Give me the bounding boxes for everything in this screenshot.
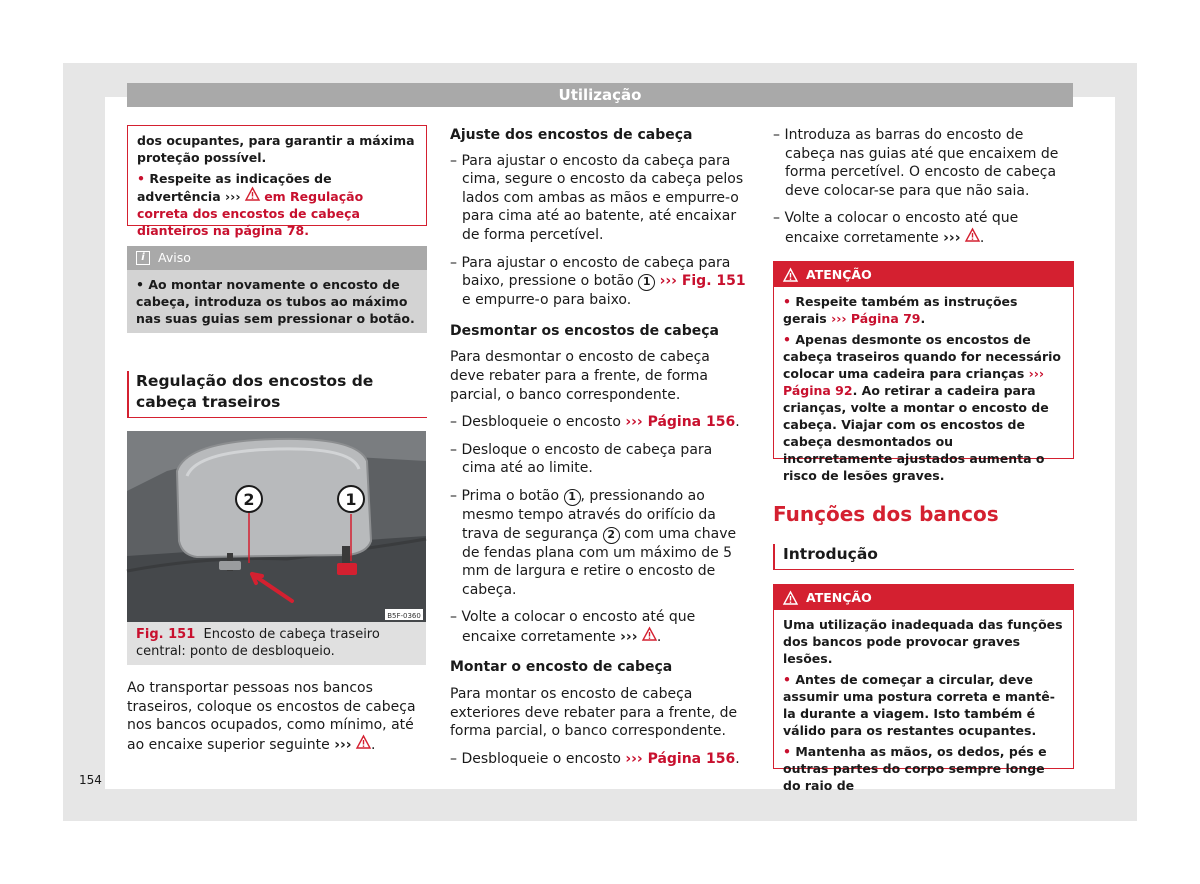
warning-triangle-icon [783,268,798,282]
item-desbloqueie: – Desbloqueie o encosto ››› Página 156. [450,414,740,431]
page-ref-link[interactable]: ››› Página 156 [625,750,736,767]
item-ajuste-cima: – Para ajustar o encosto da cabeça para cima, segure o encosto da cabeça pelos lados com ambas as mãos e empurre-o para cima até ao batente, até encaixar de forma percetível. [450,152,744,243]
heading-ajuste: Ajuste dos encostos de cabeça [450,127,693,143]
warning-bullet: • Apenas desmonte os encostos de cabeça traseiros quando for necessário colocar uma cadeira para crianças ››› Página 92. Ao retirar a cadeira para crianças, volte a montar o encosto de cabeça. Viajar com os encostos de cabeça desmontados ou incorretamente ajustados aumenta o risco de lesões graves. [783,332,1062,483]
item-introduza: – Introduza as barras do encosto de cabeça nas guias até que encaixem de forma percetível. O encosto de cabeça deve colocar-se para que não saia. [773,127,1059,199]
para-montar: Para montar os encosto de cabeça exteriores deve rebater para a frente, de forma parcial, o banco correspondente. [450,686,738,740]
heading-montar: Montar o encosto de cabeça [450,659,673,676]
top-warning-box [127,125,427,238]
callout-1: 1 [345,490,357,509]
item-desloque: – Desloque o encosto de cabeça para cima até ao limite. [450,441,713,477]
item-volte-col3: – Volte a colocar o encosto até que encaixe corretamente ››› . [773,210,1019,246]
warning-triangle-icon [245,187,260,201]
headrest-illustration [127,431,426,622]
subsection-title-introducao: Introdução [773,544,1074,570]
col1-body: Ao transportar pessoas nos bancos traseiros, coloque os encostos de cabeça nos bancos ocupados, como mínimo, até ao encaixe superior seguinte ››› . [127,680,416,753]
page-number: 154 [79,773,102,787]
page-header: Utilização [127,83,1073,107]
warning-bullet: • Respeite as indicações de advertência ››› em Regulação correta dos encostos de cabeça dianteiros na página 78. [137,171,364,238]
page-ref-link[interactable]: ››› Página 156 [625,414,736,431]
chevron-icon: ››› [943,229,961,246]
heading-desmontar: Desmontar os encostos de cabeça [450,322,719,339]
warning-triangle-icon[interactable] [356,735,371,749]
atencao-label: ATENÇÃO [806,590,872,605]
warning-triangle-icon[interactable] [965,228,980,242]
item-ajuste-baixo: – Para ajustar o encosto de cabeça para baixo, pressione o botão 1 ››› Fig. 151 e empurre-o para baixo. [450,254,746,309]
warning-link[interactable]: em Regulação correta dos encostos de cabeça dianteiros na página 78. [137,189,364,238]
item-desbloqueie-2: – Desbloqueie o encosto ››› Página 156. [450,750,740,767]
warning-bullet: • Mantenha as mãos, os dedos, pés e outras partes do corpo sempre longe do raio de [783,744,1047,793]
atencao-label: ATENÇÃO [806,267,872,282]
warning-bullet: • Antes de começar a circular, deve assumir uma postura correta e mantê-la durante a viagem. Isto também é válido para os restantes ocupantes. [783,672,1055,738]
item-volte: – Volte a colocar o encosto até que encaixe corretamente ››› . [450,609,696,645]
aviso-box: i Aviso • Ao montar novamente o encosto de cabeça, introduza os tubos ao máximo nas suas guias sem pressionar o botão. [127,246,427,333]
warning-text: Uma utilização inadequada das funções dos bancos pode provocar graves lesões. [783,617,1063,666]
warning-bullet: • Respeite também as instruções gerais ››› Página 79. [783,294,1018,326]
chevron-icon: ››› [334,736,352,753]
warning-continuation: dos ocupantes, para garantir a máxima proteção possível. [137,133,415,165]
page-ref-link[interactable]: ››› Página 92 [783,366,1045,398]
info-icon: i [136,251,150,265]
callout-2: 2 [243,490,255,509]
chevron-icon: ››› [225,189,241,204]
section-title: Regulação dos encostos de cabeça traseiros [127,371,427,418]
fig-ref-link[interactable]: ››› Fig. 151 [659,273,746,290]
warning-box-atencao-2 [773,584,1074,793]
figure-code: B5F-0360 [387,612,421,620]
aviso-label: Aviso [158,250,191,265]
col2 [450,126,746,777]
item-prima: – Prima o botão 1 , pressionando ao mesmo tempo através do orifício da trava de segurança 2 com uma chave de fendas plana com um máximo de 5 mm de largura e retire o encosto de cabeça. [450,487,737,598]
col3-top [773,126,1074,257]
section-title-funcoes: Funções dos bancos [773,502,999,526]
figure-caption: Fig. 151 Encosto de cabeça traseiro central: ponto de desbloqueio. [127,622,426,665]
warning-triangle-icon [783,591,798,605]
warning-box-atencao-1 [773,261,1074,483]
page-ref-link[interactable]: ››› Página 79 [831,311,921,326]
figure-headrest [127,431,426,622]
chevron-icon: ››› [620,628,638,645]
para-desmontar: Para desmontar o encosto de cabeça deve rebater para a frente, de forma parcial, o banco correspondente. [450,349,710,403]
aviso-text: Ao montar novamente o encosto de cabeça, introduza os tubos ao máximo nas suas guias sem pressionar o botão. [136,277,415,326]
warning-triangle-icon[interactable] [642,627,657,641]
